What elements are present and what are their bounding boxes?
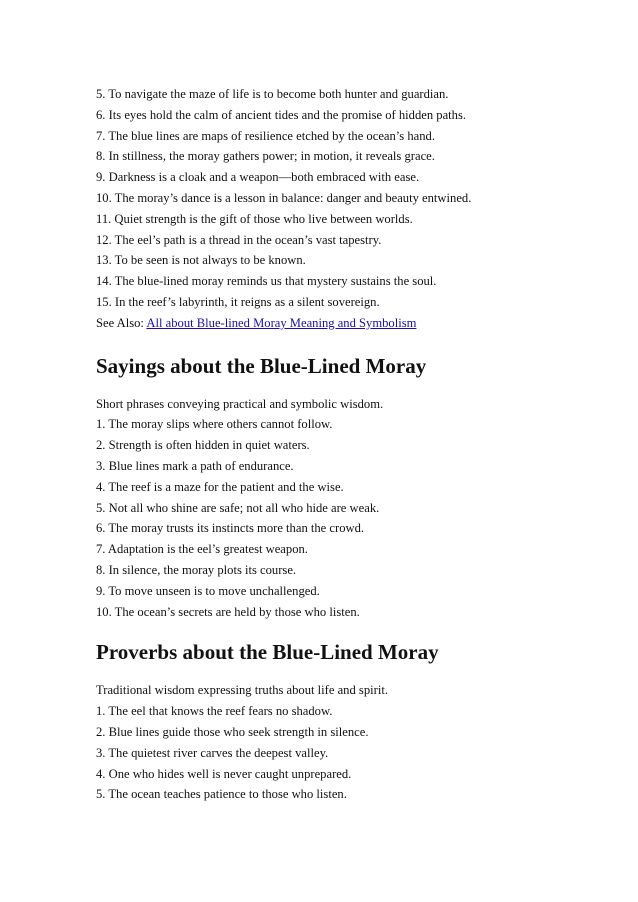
list-item: 1. The eel that knows the reef fears no shadow. <box>96 704 333 719</box>
list-item: 13. To be seen is not always to be known. <box>96 253 306 268</box>
list-item: 5. Not all who shine are safe; not all who hide are weak. <box>96 500 380 515</box>
sayings-intro: Short phrases conveying practical and symbolic wisdom. <box>96 396 384 411</box>
list-item: 10. The ocean’s secrets are held by those who listen. <box>96 604 360 619</box>
list-item: 2. Blue lines guide those who seek strength in silence. <box>96 724 369 739</box>
list-item: 4. The reef is a maze for the patient and the wise. <box>96 479 344 494</box>
list-item: 3. Blue lines mark a path of endurance. <box>96 458 294 473</box>
list-item: 4. One who hides well is never caught unprepared. <box>96 766 352 781</box>
list-item: 7. The blue lines are maps of resilience etched by the ocean’s hand. <box>96 128 435 143</box>
list-item: 12. The eel’s path is a thread in the ocean’s vast tapestry. <box>96 232 382 247</box>
list-item: 5. To navigate the maze of life is to become both hunter and guardian. <box>96 87 449 101</box>
list-item: 6. Its eyes hold the calm of ancient tides and the promise of hidden paths. <box>96 107 467 122</box>
quotes-list <box>96 84 566 313</box>
list-item: 1. The moray slips where others cannot follow. <box>96 417 333 432</box>
list-item: 6. The moray trusts its instincts more than the crowd. <box>96 521 365 536</box>
list-item: 14. The blue-lined moray reminds us that mystery sustains the soul. <box>96 274 437 289</box>
document-page <box>96 84 566 805</box>
proverbs-intro: Traditional wisdom expressing truths about life and spirit. <box>96 683 388 698</box>
list-item: 9. Darkness is a cloak and a weapon—both embraced with ease. <box>96 170 420 185</box>
see-also-line <box>96 313 566 334</box>
list-item: 5. The ocean teaches patience to those who listen. <box>96 787 347 802</box>
list-item: 8. In silence, the moray plots its course. <box>96 562 297 577</box>
list-item: 3. The quietest river carves the deepest valley. <box>96 745 329 760</box>
list-item: 11. Quiet strength is the gift of those who live between worlds. <box>96 211 413 226</box>
see-also-prefix: See Also: <box>96 315 147 330</box>
list-item: 10. The moray’s dance is a lesson in balance: danger and beauty entwined. <box>96 190 472 205</box>
proverbs-list <box>96 701 566 805</box>
sayings-list <box>96 414 566 622</box>
list-item: 7. Adaptation is the eel’s greatest weapon. <box>96 542 308 557</box>
list-item: 2. Strength is often hidden in quiet waters. <box>96 438 310 453</box>
list-item: 9. To move unseen is to move unchallenged. <box>96 583 320 598</box>
proverbs-heading: Proverbs about the Blue-Lined Moray <box>96 640 439 665</box>
list-item: 8. In stillness, the moray gathers power; in motion, it reveals grace. <box>96 149 435 164</box>
list-item: 15. In the reef’s labyrinth, it reigns as a silent sovereign. <box>96 294 380 309</box>
sayings-heading: Sayings about the Blue-Lined Moray <box>96 353 427 378</box>
see-also-link[interactable]: All about Blue-lined Moray Meaning and Symbolism <box>146 315 417 330</box>
